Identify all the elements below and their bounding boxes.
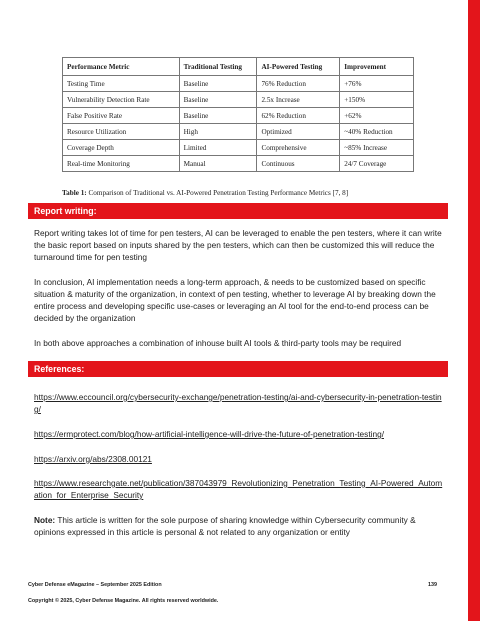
table-cell: Coverage Depth: [63, 140, 180, 156]
report-paragraph-1: Report writing takes lot of time for pen testers, AI can be leveraged to enable the pen testers, where it can write the basic report based on inputs shared by the pen testers, which can then be customized this will reduce the turnaround time for pen testing: [34, 228, 442, 263]
table-header-cell: Performance Metric: [63, 58, 180, 76]
table-cell: Limited: [179, 140, 257, 156]
table-header-row: [63, 58, 414, 76]
reference-link-researchgate[interactable]: https://www.researchgate.net/publication/387043979_Revolutionizing_Penetration_Testing_AI-Powered_Automation_for_Enterprise_Security: [34, 478, 443, 501]
comparison-table: [62, 57, 414, 172]
table-cell: +62%: [340, 108, 414, 124]
table-cell: False Positive Rate: [63, 108, 180, 124]
author-note: [34, 514, 444, 538]
table-cell: 2.5x Increase: [257, 92, 340, 108]
side-accent-bar: [468, 0, 480, 621]
table-cell: 24/7 Coverage: [340, 156, 414, 172]
table-row: [63, 92, 414, 108]
table-cell: Vulnerability Detection Rate: [63, 92, 180, 108]
table-cell: +150%: [340, 92, 414, 108]
reference-link-eccouncil[interactable]: https://www.eccouncil.org/cybersecurity-exchange/penetration-testing/ai-and-cybersecurity-in-penetration-testing/: [34, 392, 442, 415]
reference-link-arxiv[interactable]: https://arxiv.org/abs/2308.00121: [34, 454, 152, 464]
table-row: [63, 156, 414, 172]
comparison-table-wrapper: [62, 57, 414, 172]
report-paragraph-3: In both above approaches a combination of inhouse built AI tools & third-party tools may be required: [34, 338, 402, 348]
table-header-cell: Improvement: [340, 58, 414, 76]
table-cell: Manual: [179, 156, 257, 172]
table-cell: Testing Time: [63, 76, 180, 92]
table-cell: Comprehensive: [257, 140, 340, 156]
section-heading-report-writing: Report writing:: [28, 203, 448, 219]
table-cell: Continuous: [257, 156, 340, 172]
note-text: This article is written for the sole purpose of sharing knowledge within Cybersecurity community & opinions expressed in this article is personal & not related to any organization or entity: [34, 515, 416, 538]
table-row: [63, 76, 414, 92]
table-cell: Optimized: [257, 124, 340, 140]
table-cell: Resource Utilization: [63, 124, 180, 140]
footer-edition: Cyber Defense eMagazine – September 2025 Edition: [28, 582, 162, 588]
table-cell: Baseline: [179, 76, 257, 92]
table-caption-text: Comparison of Traditional vs. AI-Powered Penetration Testing Performance Metrics [7, 8]: [86, 189, 349, 197]
table-caption: [62, 189, 422, 197]
table-header-cell: Traditional Testing: [179, 58, 257, 76]
table-cell: Baseline: [179, 92, 257, 108]
table-cell: 76% Reduction: [257, 76, 340, 92]
reference-link-ermprotect[interactable]: https://ermprotect.com/blog/how-artificial-intelligence-will-drive-the-future-of-penetration-testing/: [34, 429, 384, 439]
table-cell: High: [179, 124, 257, 140]
section-heading-references: References:: [28, 361, 448, 377]
report-paragraph-2: In conclusion, AI implementation needs a long-term approach, & needs to be customized based on specific situation & maturity of the organization, in context of pen testing, whether to leverage AI by breaking down the entire process and developing specific use-cases or leveraging an AI tool for the end-to-end process can be decided by the organization: [34, 277, 436, 324]
table-row: [63, 108, 414, 124]
table-cell: ~40% Reduction: [340, 124, 414, 140]
table-cell: Baseline: [179, 108, 257, 124]
table-caption-label: Table 1:: [62, 189, 87, 197]
footer-page-number: 139: [428, 582, 437, 588]
note-label: Note:: [34, 515, 56, 525]
table-cell: Real-time Monitoring: [63, 156, 180, 172]
table-header-cell: AI-Powered Testing: [257, 58, 340, 76]
table-row: [63, 124, 414, 140]
table-cell: ~85% Increase: [340, 140, 414, 156]
table-cell: +76%: [340, 76, 414, 92]
table-row: [63, 140, 414, 156]
table-cell: 62% Reduction: [257, 108, 340, 124]
footer-copyright: Copyright © 2025, Cyber Defense Magazine. All rights reserved worldwide.: [28, 598, 219, 604]
